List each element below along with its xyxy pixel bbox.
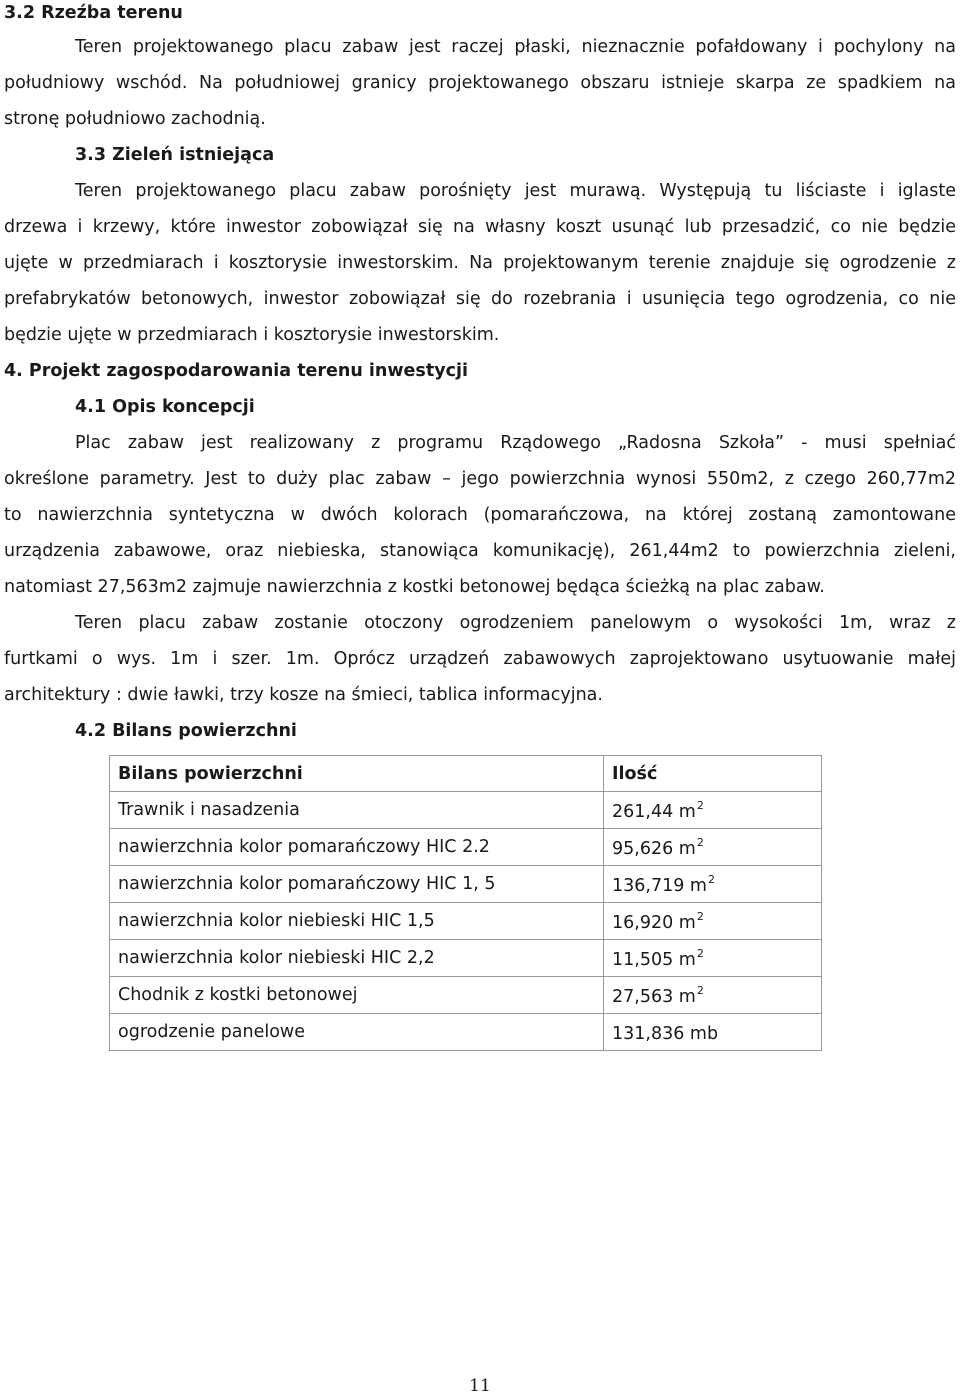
value-text: 95,626 m bbox=[612, 838, 696, 859]
paragraph-line: będzie ujęte w przedmiarach i kosztorysie inwestorskim. bbox=[4, 325, 500, 345]
table-cell-name: nawierzchnia kolor niebieski HIC 2,2 bbox=[110, 940, 604, 977]
table-cell-name: nawierzchnia kolor niebieski HIC 1,5 bbox=[110, 903, 604, 940]
table-cell-name: Chodnik z kostki betonowej bbox=[110, 977, 604, 1014]
unit-superscript: 2 bbox=[696, 909, 704, 923]
unit-superscript: 2 bbox=[696, 835, 704, 849]
paragraph-line: południowy wschód. Na południowej granicy projektowanego obszaru istnieje skarpa ze spadkiem na bbox=[4, 73, 956, 93]
table-cell-name: ogrodzenie panelowe bbox=[110, 1014, 604, 1051]
section-heading-3-3: 3.3 Zieleń istniejąca bbox=[75, 145, 275, 165]
unit-superscript: 2 bbox=[696, 798, 704, 812]
paragraph-line: stronę południowo zachodnią. bbox=[4, 109, 266, 129]
paragraph-line: furtkami o wys. 1m i szer. 1m. Oprócz urządzeń zabawowych zaprojektowano usytuowanie małej bbox=[4, 649, 956, 669]
paragraph-line: architektury : dwie ławki, trzy kosze na śmieci, tablica informacyjna. bbox=[4, 685, 603, 705]
value-text: 16,920 m bbox=[612, 912, 696, 933]
value-text: 131,836 mb bbox=[612, 1023, 719, 1044]
table-cell-value bbox=[604, 829, 822, 866]
table-row bbox=[110, 1014, 822, 1051]
table-header-cell: Bilans powierzchni bbox=[110, 756, 604, 792]
paragraph-line: ujęte w przedmiarach i kosztorysie inwestorskim. Na projektowanym terenie znajduje się ogrodzenie z bbox=[4, 253, 956, 273]
paragraph-line: urządzenia zabawowe, oraz niebieska, stanowiąca komunikację), 261,44m2 to powierzchnia zieleni, bbox=[4, 541, 956, 561]
table-row bbox=[110, 866, 822, 903]
table-cell-name: nawierzchnia kolor pomarańczowy HIC 1, 5 bbox=[110, 866, 604, 903]
table-row bbox=[110, 829, 822, 866]
paragraph-line: natomiast 27,563m2 zajmuje nawierzchnia z kostki betonowej będąca ścieżką na plac zabaw. bbox=[4, 577, 825, 597]
unit-superscript: 2 bbox=[707, 872, 715, 886]
table-row bbox=[110, 977, 822, 1014]
surface-balance-table bbox=[109, 755, 822, 1051]
table-cell-value bbox=[604, 940, 822, 977]
value-text: 27,563 m bbox=[612, 986, 696, 1007]
page-number: 11 bbox=[469, 1376, 491, 1396]
table-header-cell: Ilość bbox=[604, 756, 822, 792]
value-text: 136,719 m bbox=[612, 875, 707, 896]
paragraph-line: Plac zabaw jest realizowany z programu Rządowego „Radosna Szkoła” - musi spełniać bbox=[75, 433, 956, 453]
paragraph-line: drzewa i krzewy, które inwestor zobowiązał się na własny koszt usunąć lub przesadzić, co nie będzie bbox=[4, 217, 956, 237]
unit-superscript: 2 bbox=[696, 983, 704, 997]
table-cell-value bbox=[604, 792, 822, 829]
table-cell-name: Trawnik i nasadzenia bbox=[110, 792, 604, 829]
table-cell-value bbox=[604, 977, 822, 1014]
section-heading-4: 4. Projekt zagospodarowania terenu inwestycji bbox=[4, 361, 468, 381]
value-text: 11,505 m bbox=[612, 949, 696, 970]
paragraph-line: określone parametry. Jest to duży plac zabaw – jego powierzchnia wynosi 550m2, z czego 260,77m2 bbox=[4, 469, 956, 489]
table-row bbox=[110, 903, 822, 940]
table-cell-value bbox=[604, 866, 822, 903]
section-heading-3-2: 3.2 Rzeźba terenu bbox=[4, 3, 183, 23]
table-row bbox=[110, 940, 822, 977]
table-cell-name: nawierzchnia kolor pomarańczowy HIC 2.2 bbox=[110, 829, 604, 866]
table-row bbox=[110, 792, 822, 829]
value-text: 261,44 m bbox=[612, 801, 696, 822]
paragraph-line: Teren projektowanego placu zabaw porośnięty jest murawą. Występują tu liściaste i iglaste bbox=[75, 181, 956, 201]
section-heading-4-1: 4.1 Opis koncepcji bbox=[75, 397, 255, 417]
unit-superscript: 2 bbox=[696, 946, 704, 960]
paragraph-line: Teren projektowanego placu zabaw jest raczej płaski, nieznacznie pofałdowany i pochylony na bbox=[75, 37, 956, 57]
paragraph-line: to nawierzchnia syntetyczna w dwóch kolorach (pomarańczowa, na której zostaną zamontowane bbox=[4, 505, 956, 525]
table-cell-value bbox=[604, 1014, 822, 1051]
paragraph-line: Teren placu zabaw zostanie otoczony ogrodzeniem panelowym o wysokości 1m, wraz z bbox=[75, 613, 956, 633]
table-header-row bbox=[110, 756, 822, 792]
section-heading-4-2: 4.2 Bilans powierzchni bbox=[75, 721, 297, 741]
table-cell-value bbox=[604, 903, 822, 940]
paragraph-line: prefabrykatów betonowych, inwestor zobowiązał się do rozebrania i usunięcia tego ogrodzenia, co nie bbox=[4, 289, 956, 309]
